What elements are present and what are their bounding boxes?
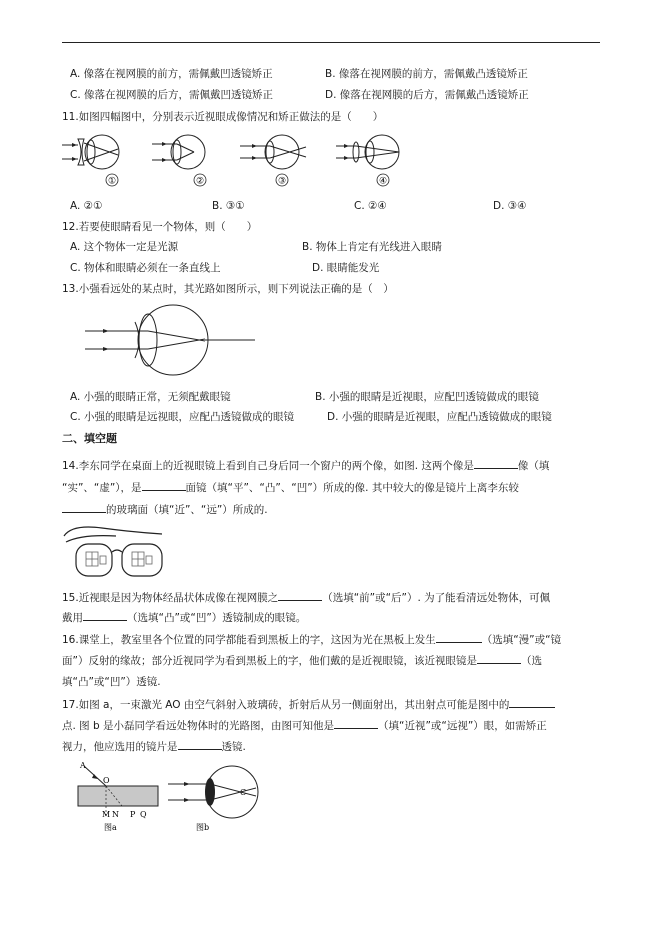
- q16-line3: 填“凸”或“凹”）透镜.: [62, 676, 161, 688]
- q17-line1: [62, 697, 555, 712]
- q17-line3: [62, 739, 246, 754]
- q17-fig-a-label-Q: Q: [140, 810, 147, 819]
- q15-text-1b: （选填“前”或“后”）. 为了能看清远处物体，可佩: [322, 592, 551, 604]
- q15-line2: [62, 610, 306, 625]
- q16-line1: [62, 632, 561, 647]
- q16-blank-1: [436, 632, 482, 643]
- q15-text-2b: （选填“凸”或“凹”）透镜制成的眼镜。: [127, 612, 307, 624]
- q11-fig-label-3: ③: [277, 176, 287, 187]
- q14-text-2b: 面镜（填“平”、“凸”、“凹”）所成的像. 其中较大的像是镜片上离李东较: [185, 482, 519, 494]
- q17-text-1a: 17.如图 a，一束激光 AO 由空气斜射入玻璃砖，折射后从另一侧面射出，其出射点可能是图中的: [62, 699, 510, 711]
- q15-text-2a: 戴用: [62, 612, 83, 624]
- q17-figure-a: [74, 762, 164, 834]
- q13-option-b: B. 小强的眼睛是近视眼，应配凹透镜做成的眼镜: [315, 391, 539, 403]
- q11-option-a: A. ②①: [70, 200, 103, 212]
- q11-option-d: D. ③④: [493, 200, 527, 212]
- q13-option-a: A. 小强的眼睛正常，无须配戴眼镜: [70, 391, 231, 403]
- q11-option-b: B. ③①: [212, 200, 245, 212]
- glasses-image: [62, 522, 174, 584]
- q11-fig-label-4: ④: [378, 176, 388, 187]
- q12-option-a: A. 这个物体一定是光源: [70, 241, 179, 253]
- q13-eye-figure: [85, 305, 265, 380]
- q17-text-2b: （填“近视”或“远视”）眼，如需矫正: [378, 720, 547, 732]
- q11-fig-label-2: ②: [195, 176, 205, 187]
- q16-text-1b: （选填“漫”或“镜: [481, 634, 562, 646]
- q17-line2: [62, 718, 547, 733]
- q17-blank-1: [509, 697, 555, 708]
- q14-text-3b: 的玻璃面（填“近”、“远”）所成的.: [106, 504, 268, 516]
- q16-text-1a: 16.课堂上，教室里各个位置的同学都能看到黑板上的字，这因为光在黑板上发生: [62, 634, 436, 646]
- q12-option-d: D. 眼睛能发光: [312, 262, 380, 274]
- q15-blank-1: [278, 590, 322, 601]
- q17-fig-a-label-M: M: [102, 810, 111, 819]
- q14-line3: [62, 502, 268, 517]
- q16-line2: [62, 653, 542, 668]
- q16-text-2a: 面”）反射的缘故；部分近视同学为看到黑板上的字，他们戴的是近视眼镜，该近视眼镜是: [62, 655, 477, 667]
- q17-fig-a-label-O: O: [103, 776, 110, 785]
- q17-fig-b-label-C: C: [240, 788, 247, 797]
- q15-text-1a: 15.近视眼是因为物体经晶状体成像在视网膜之: [62, 592, 279, 604]
- q14-blank-2: [142, 480, 186, 491]
- q14-line2: [62, 480, 519, 495]
- q17-blank-3: [178, 739, 222, 750]
- q15-blank-2: [83, 610, 127, 621]
- q12-option-b: B. 物体上肯定有光线进入眼睛: [302, 241, 442, 253]
- q14-blank-3: [62, 502, 106, 513]
- q10-option-c: C. 像落在视网膜的后方，需佩戴凹透镜矫正: [70, 89, 274, 101]
- q13-option-d: D. 小强的眼睛是近视眼，应配凸透镜做成的眼镜: [327, 411, 552, 423]
- q17-text-3b: 透镜.: [221, 741, 246, 753]
- q16-text-2b: （选: [520, 655, 542, 667]
- q14-blank-1: [474, 458, 518, 469]
- q12-stem: 12.若要使眼睛看见一个物体，则（ ）: [62, 221, 258, 233]
- q11-fig-label-1: ①: [107, 176, 117, 187]
- q17-figure-b: [160, 762, 270, 834]
- q14-text-1a: 14.李东同学在桌面上的近视眼镜上看到自己身后同一个窗户的两个像，如图. 这两个像是: [62, 460, 474, 472]
- q17-text-3a: 视力，他应选用的镜片是: [62, 741, 178, 753]
- q11-eye-figures: [60, 130, 410, 190]
- section-title: 二、填空题: [62, 432, 117, 445]
- q12-option-c: C. 物体和眼睛必须在一条直线上: [70, 262, 221, 274]
- q16-blank-2: [477, 653, 521, 664]
- q11-option-c: C. ②④: [354, 200, 387, 212]
- q10-option-d: D. 像落在视网膜的后方，需佩戴凸透镜矫正: [325, 89, 529, 101]
- q10-option-a: A. 像落在视网膜的前方，需佩戴凹透镜矫正: [70, 68, 273, 80]
- q17-fig-a-caption: 图a: [104, 823, 117, 832]
- q17-fig-a-label-P: P: [130, 810, 136, 819]
- q14-line1: [62, 458, 549, 473]
- q17-blank-2: [334, 718, 378, 729]
- q10-option-b: B. 像落在视网膜的前方，需佩戴凸透镜矫正: [325, 68, 528, 80]
- q17-fig-a-label-A: A: [80, 761, 86, 770]
- q17-fig-a-label-N: N: [112, 810, 119, 819]
- q17-fig-b-caption: 图b: [196, 823, 210, 832]
- q13-stem: 13.小强看远处的某点时，其光路如图所示，则下列说法正确的是（ ）: [62, 283, 394, 295]
- q17-text-2a: 点. 图 b 是小磊同学看远处物体时的光路图，由图可知他是: [62, 720, 335, 732]
- q14-text-2a: “实”、“虚”），是: [62, 482, 142, 494]
- q15-line1: [62, 590, 550, 605]
- header-rule: [62, 42, 600, 43]
- q14-text-1b: 像（填: [517, 460, 550, 472]
- q13-option-c: C. 小强的眼睛是远视眼，应配凸透镜做成的眼镜: [70, 411, 295, 423]
- q11-stem: 11.如图四幅图中，分别表示近视眼成像情况和矫正做法的是（ ）: [62, 111, 384, 123]
